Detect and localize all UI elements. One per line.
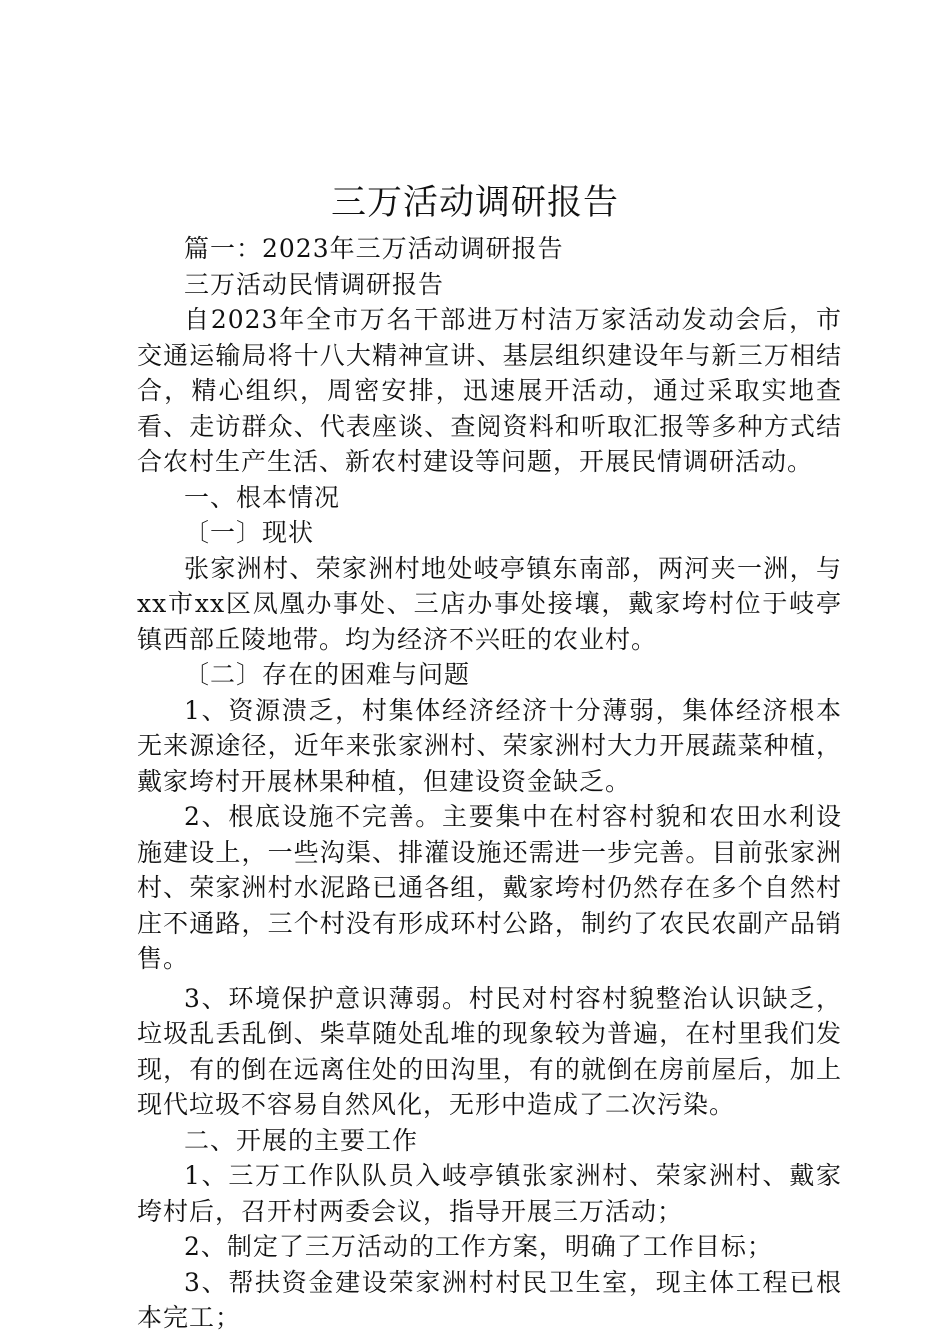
- paragraph-work-3: 3、帮扶资金建设荣家洲村村民卫生室，现主体工程已根本完工；: [137, 1267, 842, 1332]
- section-heading-basic-situation: 一、根本情况: [184, 482, 341, 512]
- paragraph-work-2: 2、制定了三万活动的工作方案，明确了工作目标；: [184, 1232, 773, 1261]
- section-heading-main-work: 二、开展的主要工作: [184, 1125, 419, 1155]
- subsection-heading-status: 〔一〕现状: [184, 518, 315, 547]
- paragraph-problem-2: 2、根底设施不完善。主要集中在村容村貌和农田水利设施建设上，一些沟渠、排灌设施还需进一步完善。目前张家洲村、荣家洲村水泥路已通各组，戴家垮村仍然存在多个自然村庄不通路，三个村没有形成环村公路，制约了农民农副产品销售。: [137, 802, 842, 973]
- paragraph-problem-3: 3、环境保护意识薄弱。村民对村容村貌整治认识缺乏，垃圾乱丢乱倒、柴草随处乱堆的现象较为普遍，在村里我们发现，有的倒在远离住处的田沟里，有的就倒在房前屋后，加上现代垃圾不容易自然风化，无形中造成了二次污染。: [137, 983, 842, 1119]
- paragraph-intro: 自2023年全市万名干部进万村洁万家活动发动会后，市交通运输局将十八大精神宣讲、基层组织建设年与新三万相结合，精心组织，周密安排，迅速展开活动，通过采取实地查看、走访群众、代表座谈、查阅资料和听取汇报等多种方式结合农村生产生活、新农村建设等问题，开展民情调研活动。: [137, 305, 842, 476]
- paragraph-problem-1: 1、资源溃乏，村集体经济经济十分薄弱，集体经济根本无来源途径，近年来张家洲村、荣家洲村大力开展蔬菜种植，戴家垮村开展林果种植，但建设资金缺乏。: [137, 695, 842, 796]
- paragraph-status: 张家洲村、荣家洲村地处岐亭镇东南部，两河夹一洲，与xx市xx区凤凰办事处、三店办事处接壤，戴家垮村位于岐亭镇西部丘陵地带。均为经济不兴旺的农业村。: [137, 553, 842, 654]
- document-body: [137, 231, 842, 1336]
- paragraph-article-heading: 篇一：2023年三万活动调研报告: [184, 234, 564, 263]
- subsection-heading-problems: 〔二〕存在的困难与问题: [184, 660, 471, 689]
- paragraph-work-1: 1、三万工作队队员入岐亭镇张家洲村、荣家洲村、戴家垮村后，召开村两委会议，指导开展三万活动；: [137, 1161, 842, 1226]
- paragraph-report-subtitle: 三万活动民情调研报告: [184, 269, 445, 299]
- document-title: 三万活动调研报告: [330, 183, 619, 223]
